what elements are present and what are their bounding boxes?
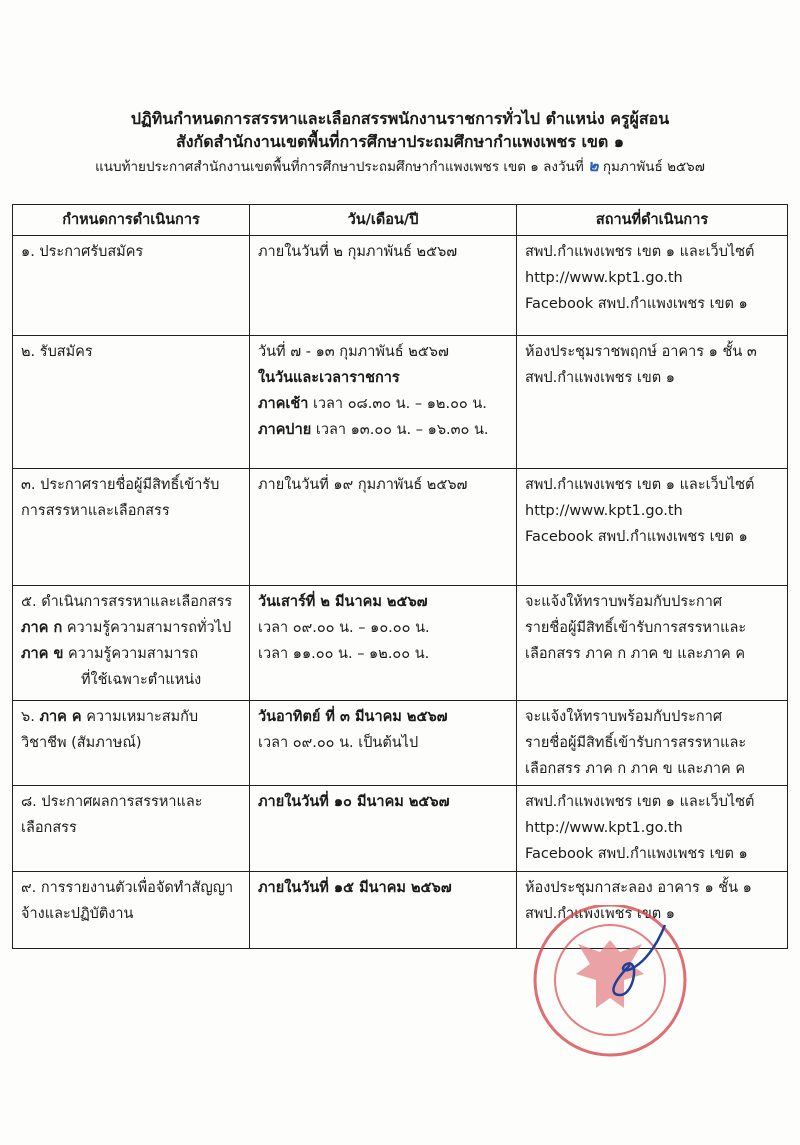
cell-text: ที่ใช้เฉพาะตำแหน่ง: [81, 672, 202, 688]
cell-line: [21, 239, 241, 265]
activity-cell: [13, 469, 250, 586]
activity-cell: [13, 701, 250, 786]
cell-line: [258, 365, 508, 391]
date-cell: [250, 786, 517, 872]
bold-text: วันอาทิตย์ ที่ ๓ มีนาคม ๒๕๖๗: [258, 709, 448, 725]
cell-line: [525, 615, 779, 641]
cell-text: สพป.กำแพงเพชร เขต ๑ และเว็บไซต์: [525, 244, 755, 260]
cell-text: เลือกสรร ภาค ก ภาค ข และภาค ค: [525, 761, 746, 777]
cell-line: [21, 498, 241, 524]
cell-text: ๙. การรายงานตัวเพื่อจัดทำสัญญา: [21, 880, 234, 896]
cell-line: [21, 875, 241, 901]
cell-text: ความรู้ความสามารถทั่วไป: [62, 620, 232, 636]
cell-line: [258, 641, 508, 667]
cell-text: ๑. ประกาศรับสมัคร: [21, 244, 144, 260]
cell-text: Facebook สพป.กำแพงเพชร เขต ๑: [525, 529, 748, 545]
location-cell: [517, 469, 788, 586]
cell-line: [525, 730, 779, 756]
column-header-location: สถานที่ดำเนินการ: [517, 205, 788, 236]
column-header-date: วัน/เดือน/ปี: [250, 205, 517, 236]
table-row: [13, 786, 788, 872]
handwritten-day: ๒: [588, 156, 599, 175]
location-cell: [517, 336, 788, 469]
cell-line: [21, 667, 241, 693]
bold-text: ภาคเช้า: [258, 396, 309, 412]
cell-text: Facebook สพป.กำแพงเพชร เขต ๑: [525, 846, 748, 862]
cell-text: ภายในวันที่ ๒ กุมภาพันธ์ ๒๕๖๗: [258, 244, 458, 260]
cell-line: [258, 339, 508, 365]
date-cell: [250, 336, 517, 469]
cell-line: [525, 265, 779, 291]
cell-line: [21, 472, 241, 498]
cell-line: [525, 498, 779, 524]
cell-text: http://www.kpt1.go.th: [525, 503, 683, 519]
official-seal-stamp: [505, 905, 745, 1105]
cell-text: เวลา ๑๑.๐๐ น. – ๑๒.๐๐ น.: [258, 646, 430, 662]
cell-line: [21, 730, 241, 756]
cell-text: Facebook สพป.กำแพงเพชร เขต ๑: [525, 296, 748, 312]
cell-line: [525, 291, 779, 317]
table-row: [13, 586, 788, 701]
cell-line: [258, 589, 508, 615]
cell-line: [525, 339, 779, 365]
cell-text: ความรู้ความสามารถ: [63, 646, 199, 662]
date-cell: [250, 236, 517, 336]
cell-text: ๕. ดำเนินการสรรหาและเลือกสรร: [21, 594, 233, 610]
table-row: [13, 336, 788, 469]
cell-line: [21, 641, 241, 667]
cell-line: [525, 365, 779, 391]
cell-line: [21, 339, 241, 365]
reference-suffix: กุมภาพันธ์ ๒๕๖๗: [602, 159, 705, 175]
date-cell: [250, 701, 517, 786]
cell-line: [525, 875, 779, 901]
document-reference-line: [0, 154, 800, 179]
cell-text: เวลา ๐๙.๐๐ น. เป็นต้นไป: [258, 735, 419, 751]
cell-line: [525, 641, 779, 667]
cell-text: ห้องประชุมราชพฤกษ์ อาคาร ๑ ชั้น ๓: [525, 344, 757, 360]
cell-line: [525, 815, 779, 841]
cell-line: [258, 875, 508, 901]
table-row: [13, 701, 788, 786]
cell-text: จะแจ้งให้ทราบพร้อมกับประกาศ: [525, 709, 723, 725]
cell-line: [525, 472, 779, 498]
cell-text: ห้องประชุมกาสะลอง อาคาร ๑ ชั้น ๑: [525, 880, 752, 896]
cell-line: [525, 841, 779, 867]
cell-text: รายชื่อผู้มีสิทธิ์เข้ารับการสรรหาและ: [525, 735, 747, 751]
bold-text: ภายในวันที่ ๑๐ มีนาคม ๒๕๖๗: [258, 794, 450, 810]
cell-line: [21, 789, 241, 815]
cell-text: สพป.กำแพงเพชร เขต ๑ และเว็บไซต์: [525, 794, 755, 810]
cell-text: http://www.kpt1.go.th: [525, 270, 683, 286]
bold-text: วันเสาร์ที่ ๒ มีนาคม ๒๕๖๗: [258, 594, 428, 610]
activity-cell: [13, 336, 250, 469]
date-cell: [250, 586, 517, 701]
cell-line: [525, 239, 779, 265]
bold-text: ภาคบ่าย: [258, 422, 312, 438]
bold-text: ในวันและเวลาราชการ: [258, 370, 400, 386]
cell-text: http://www.kpt1.go.th: [525, 820, 683, 836]
activity-cell: [13, 236, 250, 336]
location-cell: [517, 236, 788, 336]
table-header-row: [13, 205, 788, 236]
cell-line: [258, 615, 508, 641]
cell-line: [258, 239, 508, 265]
cell-line: [258, 704, 508, 730]
location-cell: [517, 701, 788, 786]
cell-text: รายชื่อผู้มีสิทธิ์เข้ารับการสรรหาและ: [525, 620, 747, 636]
cell-text: สพป.กำแพงเพชร เขต ๑: [525, 370, 675, 386]
cell-text: ๓. ประกาศรายชื่อผู้มีสิทธิ์เข้ารับ: [21, 477, 220, 493]
cell-text: การสรรหาและเลือกสรร: [21, 503, 170, 519]
activity-cell: [13, 872, 250, 949]
seal-icon: [535, 905, 685, 1055]
cell-line: [258, 391, 508, 417]
cell-text: วันที่ ๗ - ๑๓ กุมภาพันธ์ ๒๕๖๗: [258, 344, 449, 360]
cell-line: [21, 901, 241, 927]
cell-line: [21, 704, 241, 730]
cell-text: ๒. รับสมัคร: [21, 344, 93, 360]
column-header-activity: กำหนดการดำเนินการ: [13, 205, 250, 236]
cell-text: วิชาชีพ (สัมภาษณ์): [21, 735, 142, 751]
date-cell: [250, 469, 517, 586]
cell-line: [258, 472, 508, 498]
cell-text: สพป.กำแพงเพชร เขต ๑ และเว็บไซต์: [525, 477, 755, 493]
document-subtitle-agency: สังกัดสำนักงานเขตพื้นที่การศึกษาประถมศึกษากำแพงเพชร เขต ๑: [175, 132, 625, 151]
bold-text: ภาค ค: [39, 709, 82, 725]
cell-line: [525, 589, 779, 615]
cell-text: สพป.กำแพงเพชร เขต ๑: [525, 906, 675, 922]
cell-text: ภายในวันที่ ๑๙ กุมภาพันธ์ ๒๕๖๗: [258, 477, 468, 493]
cell-line: [525, 756, 779, 782]
cell-line: [525, 704, 779, 730]
cell-line: [258, 789, 508, 815]
bold-text: ภายในวันที่ ๑๕ มีนาคม ๒๕๖๗: [258, 880, 452, 896]
cell-text: เวลา ๐๙.๐๐ น. – ๑๐.๐๐ น.: [258, 620, 430, 636]
activity-cell: [13, 586, 250, 701]
cell-text: เลือกสรร ภาค ก ภาค ข และภาค ค: [525, 646, 746, 662]
cell-line: [21, 589, 241, 615]
cell-text: เวลา ๐๘.๓๐ น. – ๑๒.๐๐ น.: [308, 396, 487, 412]
reference-prefix: แนบท้ายประกาศสำนักงานเขตพื้นที่การศึกษาประถมศึกษากำแพงเพชร เขต ๑ ลงวันที่: [95, 159, 584, 175]
cell-text: ๘. ประกาศผลการสรรหาและ: [21, 794, 203, 810]
cell-text: เวลา ๑๓.๐๐ น. – ๑๖.๓๐ น.: [311, 422, 489, 438]
schedule-table: [12, 204, 788, 949]
bold-text: ภาค ก: [21, 620, 63, 636]
cell-text: จ้างและปฏิบัติงาน: [21, 906, 134, 922]
activity-cell: [13, 786, 250, 872]
cell-line: [21, 815, 241, 841]
location-cell: [517, 586, 788, 701]
date-cell: [250, 872, 517, 949]
table-row: [13, 236, 788, 336]
cell-line: [525, 524, 779, 550]
cell-line: [525, 789, 779, 815]
cell-text: ความเหมาะสมกับ: [81, 709, 199, 725]
cell-text: จะแจ้งให้ทราบพร้อมกับประกาศ: [525, 594, 723, 610]
location-cell: [517, 786, 788, 872]
cell-text: เลือกสรร: [21, 820, 77, 836]
table-row: [13, 469, 788, 586]
document-title: ปฏิทินกำหนดการสรรหาและเลือกสรรพนักงานราชการทั่วไป ตำแหน่ง ครูผู้สอน: [130, 109, 670, 128]
cell-line: [258, 730, 508, 756]
cell-line: [258, 417, 508, 443]
bold-text: ภาค ข: [21, 646, 64, 662]
cell-text: ๖.: [21, 709, 40, 725]
cell-line: [21, 615, 241, 641]
